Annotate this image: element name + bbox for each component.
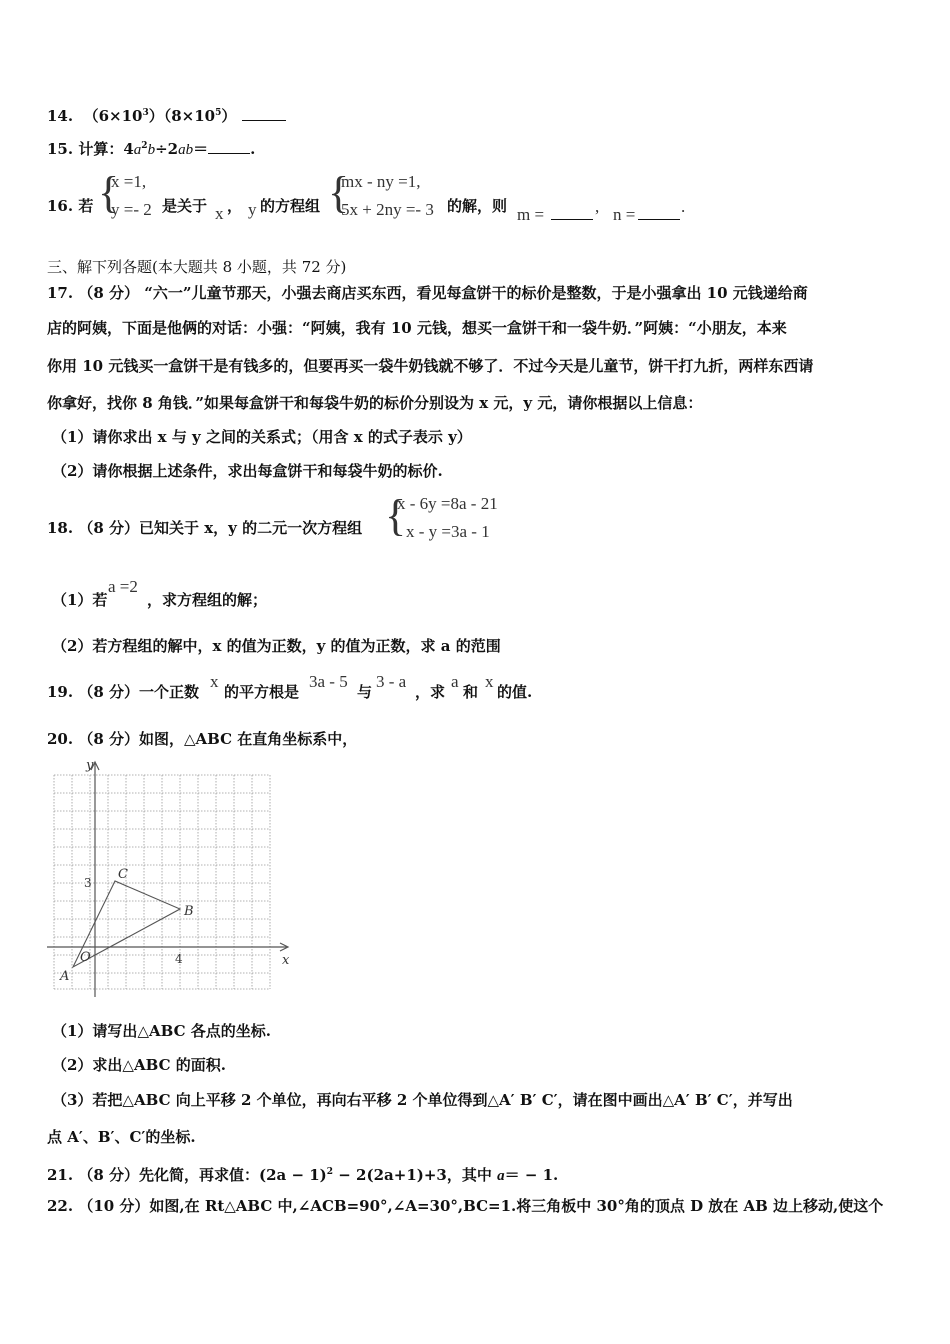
- section-3-heading: 三、解下列各题(本大题共 8 小题，共 72 分): [47, 258, 347, 276]
- q16-solution: 的解，则: [447, 197, 508, 215]
- q19-a-var: a: [451, 672, 459, 691]
- q17-line-1: 17. （8 分） “六一”儿童节那天，小强去商店买东西，看见每盒饼干的标价是整数，于是小强拿出 10 元钱递给商: [47, 284, 808, 302]
- system-1-eq2: y =- 2: [111, 200, 152, 219]
- question-16: 16. 若: [47, 197, 94, 215]
- q18-condition: a =2: [108, 577, 138, 596]
- q18-part-2: （2）若方程组的解中，x 的值为正数，y 的值为正数，求 a 的范围: [52, 637, 501, 655]
- q18-eq1: x - 6y =8a - 21: [397, 494, 498, 513]
- q16-var-x: x: [215, 204, 224, 223]
- x-tick-4: 4: [175, 952, 183, 966]
- answer-blank-n[interactable]: [638, 205, 680, 220]
- brace-system-18: {: [385, 491, 407, 540]
- q16-m: m =: [517, 205, 545, 224]
- point-label-B: B: [184, 904, 194, 919]
- brace-system-2: {: [328, 168, 350, 217]
- q19-expr2: 3 - a: [376, 672, 407, 691]
- q18-part-1-b: ，求方程组的解；: [147, 591, 268, 609]
- q18-stem: 18. （8 分）已知关于 x，y 的二元一次方程组: [47, 519, 363, 537]
- q19-f: 的值.: [497, 683, 533, 701]
- system-2-eq2: 5x + 2ny =- 3: [341, 200, 434, 219]
- q18-eq2: x - y =3a - 1: [406, 522, 490, 541]
- system-1-eq1: x =1,: [111, 172, 147, 191]
- q19-c: 与: [357, 683, 373, 701]
- q20-part-3-a: （3）若把△ABC 向上平移 2 个单位，再向右平移 2 个单位得到△A′ B′ C′，请在图中画出△A′ B′ C′，并写出: [52, 1091, 793, 1109]
- y-tick-3: 3: [84, 876, 92, 890]
- q20-part-2: （2）求出△ABC 的面积.: [52, 1056, 226, 1074]
- point-label-O: O: [80, 950, 91, 965]
- q16-comma: ，: [227, 197, 243, 215]
- q17-part-2: （2）请你根据上述条件，求出每盒饼干和每袋牛奶的标价.: [52, 462, 443, 480]
- q17-line-2: 店的阿姨，下面是他俩的对话：小强：“阿姨，我有 10 元钱，想买一盒饼干和一袋牛奶．”阿姨：“小朋友，本来: [47, 319, 787, 337]
- q20-stem: 20. （8 分）如图，△ABC 在直角坐标系中，: [47, 730, 358, 748]
- q20-part-1: （1）请写出△ABC 各点的坐标.: [52, 1022, 271, 1040]
- question-21: 21. （8 分）先化简，再求值：$(2a - 1)^2 - 2(2a+1)+3$，其中 a＝ − 1.: [47, 1166, 559, 1184]
- q19-e: 和: [463, 683, 479, 701]
- x-axis-label: x: [282, 953, 290, 968]
- y-axis-label: y: [86, 758, 94, 773]
- q16-about: 是关于: [162, 197, 208, 215]
- point-label-A: A: [60, 969, 70, 984]
- q18-part-1-a: （1）若: [52, 591, 108, 609]
- q16-eqgroup: 的方程组: [260, 197, 321, 215]
- q19-x2: x: [485, 672, 494, 691]
- q17-part-1: （1）请你求出 x 与 y 之间的关系式；（用含 x 的式子表示 y）: [52, 428, 472, 446]
- q20-part-3-b: 点 A′、B′、C′的坐标.: [47, 1128, 196, 1146]
- answer-blank[interactable]: [208, 139, 250, 154]
- question-14: 14. $(6\times 10^3)(8\times 10^5)$: [47, 103, 286, 126]
- question-15: 15. 计算：$4a^2b\div 2ab=$ .: [47, 140, 256, 158]
- brace-system-1: {: [98, 168, 120, 217]
- answer-blank-m[interactable]: [551, 205, 593, 220]
- q19-d: ，求: [415, 683, 446, 701]
- q19-x1: x: [210, 672, 219, 691]
- answer-blank[interactable]: [242, 106, 286, 121]
- system-2-eq1: mx - ny =1,: [341, 172, 421, 191]
- q19-b: 的平方根是: [224, 683, 300, 701]
- q16-n: n =: [613, 205, 636, 224]
- q17-line-3: 你用 10 元钱买一盒饼干是有钱多的，但要再买一袋牛奶钱就不够了．不过今天是儿童节，饼干打九折，两样东西请: [47, 357, 814, 375]
- coordinate-graph: [42, 757, 302, 1002]
- q19-expr1: 3a - 5: [309, 672, 348, 691]
- question-22: 22. （10 分）如图,在 Rt△ABC 中,∠ACB=90°,∠A=30°,BC=1.将三角板中 30°角的顶点 D 放在 AB 边上移动,使这个: [47, 1197, 884, 1215]
- q17-line-4: 你拿好，找你 8 角钱．”如果每盒饼干和每袋牛奶的标价分别设为 x 元，y 元，请你根据以上信息：: [47, 394, 703, 412]
- q19-a: 19. （8 分）一个正数: [47, 683, 199, 701]
- point-label-C: C: [118, 867, 128, 882]
- q16-var-y: y: [248, 200, 257, 219]
